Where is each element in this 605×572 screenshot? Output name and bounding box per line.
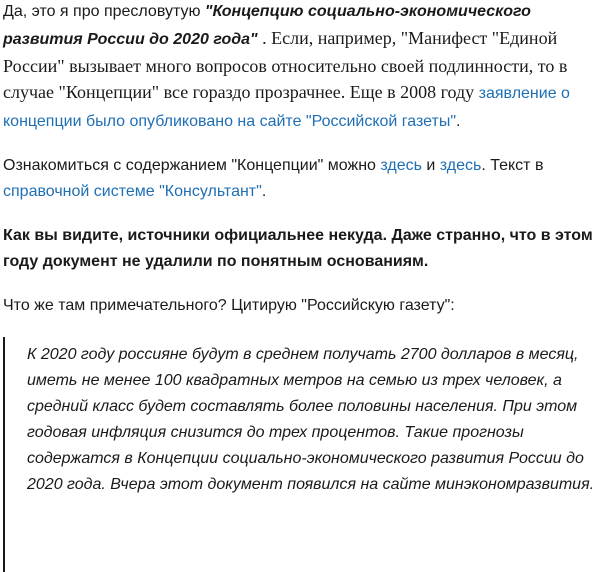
paragraph-official-sources: Как вы видите, источники официальнее некуда. Даже странно, что в этом году документ не удалили по понятным основаниям. xyxy=(3,227,593,270)
concept-link-here-2[interactable]: здесь xyxy=(439,157,482,174)
rg-statement-link[interactable]: заявление о концепции было опубликовано на сайте "Российской газеты" xyxy=(3,85,570,130)
paragraph-text: Ознакомиться с содержанием "Концепции" можно xyxy=(3,157,381,174)
paragraph-intro-text: Да, это я про пресловутую xyxy=(3,3,205,20)
quote-text: К 2020 году россияне будут в среднем получать 2700 долларов в месяц, иметь не менее 100 квадратных метров на семью из трех человек, а средний класс будет составлять более половины населения. При этом годовая инфляция снизится до трех процентов. Такие прогнозы содержатся в Концепции социально-экономического развития России до 2020 года. Вчера этот документ появился на сайте минэкономразвития. xyxy=(27,346,595,493)
paragraph-text: . Текст в xyxy=(481,157,544,174)
article-body xyxy=(3,0,601,572)
concept-title-emphasis: "Концепцию социально-экономического развития России до 2020 года" xyxy=(3,3,531,48)
paragraph-concept-links xyxy=(3,153,601,205)
paragraph-text: и xyxy=(421,157,440,174)
concept-link-here-1[interactable]: здесь xyxy=(380,157,422,174)
paragraph-text: . xyxy=(261,183,267,200)
paragraph-end-text: . xyxy=(456,113,461,130)
consultant-system-link[interactable]: справочной системе "Консультант" xyxy=(3,183,262,200)
rg-quote-block xyxy=(3,337,601,572)
paragraph-quote-intro: Что же там примечательного? Цитирую "Российскую газету": xyxy=(3,297,455,314)
paragraph-body-text: . Если, например, "Манифест "Единой России" вызывает много вопросов относительно своей подлинности, то в случае "Концепции" все гораздо прозрачнее. Еще в 2008 году xyxy=(3,28,568,102)
paragraph-concept-intro xyxy=(3,0,601,135)
